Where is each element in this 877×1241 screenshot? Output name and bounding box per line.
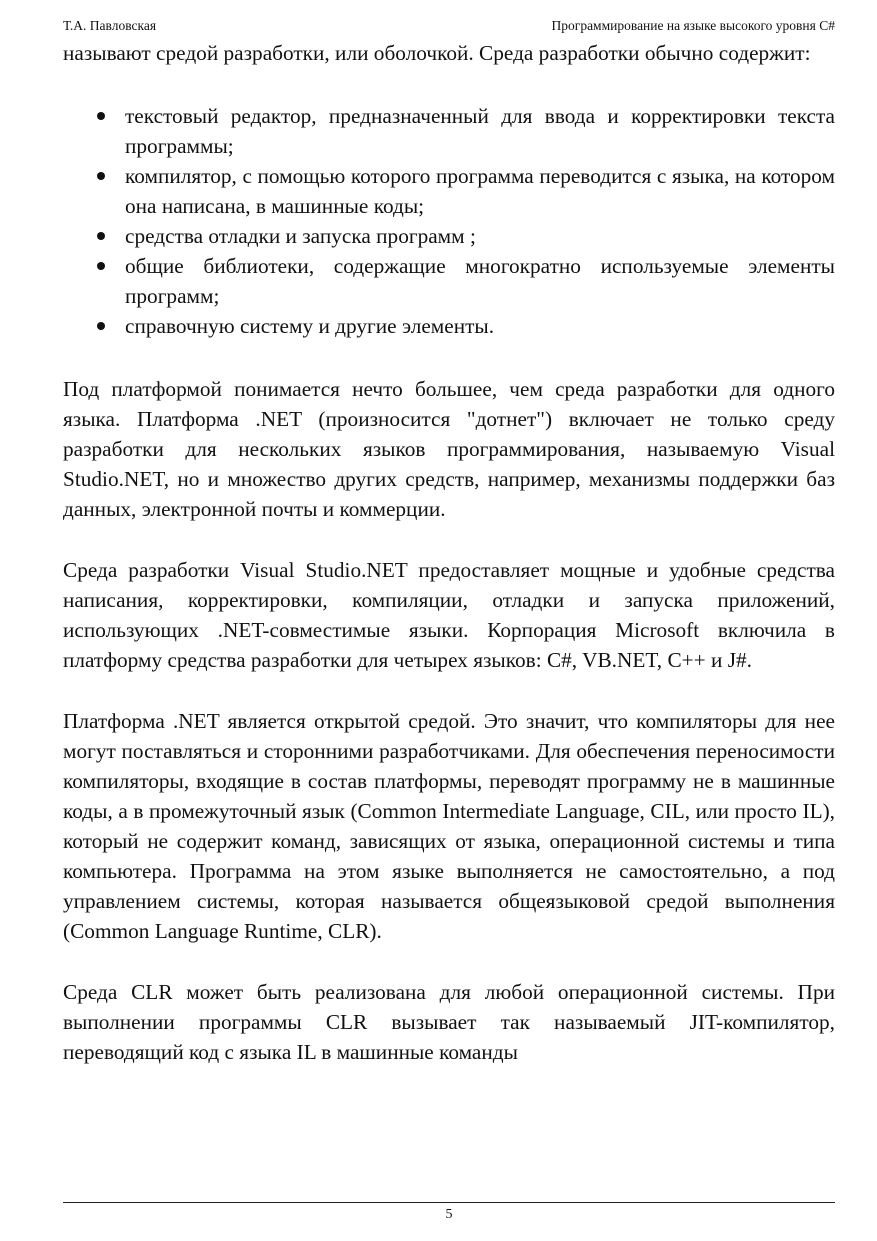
list-item [63, 101, 835, 161]
document-page [63, 0, 835, 1241]
list-item [63, 161, 835, 221]
bullet-icon [97, 232, 105, 240]
list-item [63, 251, 835, 311]
bulleted-list [63, 101, 835, 341]
list-item [63, 221, 835, 251]
paragraph-visual-studio: Среда разработки Visual Studio.NET предоставляет мощные и удобные средства написания, корректировки, компиляции, отладки и запуска приложений, использующих .NET-совместимые языки. Корпорация Microsoft включила в платформу средства разработки для четырех языков: C#, VB.NET, C++ и J#. [63, 558, 835, 672]
header-book-title: Программирование на языке высокого уровня C# [551, 18, 835, 33]
list-item-text: справочную систему и другие элементы. [125, 314, 495, 338]
bullet-icon [97, 322, 105, 330]
body-text [63, 38, 835, 1098]
list-item-text: общие библиотеки, содержащие многократно используемые элементы программ; [125, 254, 835, 308]
header-author: Т.А. Павловская [63, 18, 157, 33]
bullet-icon [97, 112, 105, 120]
paragraph-platform: Под платформой понимается нечто большее, чем среда разработки для одного языка. Платформа .NET (произносится "дотнет") включает не только среду разработки для нескольких языков программирования, называемую Visual Studio.NET, но и множество других средств, например, механизмы поддержки баз данных, электронной почты и коммерции. [63, 377, 835, 521]
list-item-text: компилятор, с помощью которого программа переводится с языка, на котором она написана, в машинные коды; [125, 164, 835, 218]
list-item-text: текстовый редактор, предназначенный для ввода и корректировки текста программы; [125, 104, 835, 158]
list-item-text: средства отладки и запуска программ ; [125, 224, 476, 248]
bullet-icon [97, 172, 105, 180]
intro-paragraph: называют средой разработки, или оболочкой. Среда разработки обычно содержит: [63, 41, 811, 65]
running-header [63, 16, 835, 36]
paragraph-clr: Среда CLR может быть реализована для любой операционной системы. При выполнении программы CLR вызывает так называемый JIT-компилятор, переводящий код с языка IL в машинные команды [63, 980, 835, 1064]
page-number: 5 [445, 1207, 453, 1222]
paragraph-open-environment: Платформа .NET является открытой средой. Это значит, что компиляторы для нее могут поставляться и сторонними разработчиками. Для обеспечения переносимости компиляторы, входящие в состав платформы, переводят программу не в машинные коды, а в промежуточный язык (Common Intermediate Language, CIL, или просто IL), который не содержит команд, зависящих от языка, операционной системы и типа компьютера. Программа на этом языке выполняется не самостоятельно, а под управлением системы, которая называется общеязыковой средой выполнения (Common Language Runtime, CLR). [63, 709, 835, 943]
footer-divider [63, 1202, 835, 1203]
bullet-icon [97, 262, 105, 270]
list-item [63, 311, 835, 341]
